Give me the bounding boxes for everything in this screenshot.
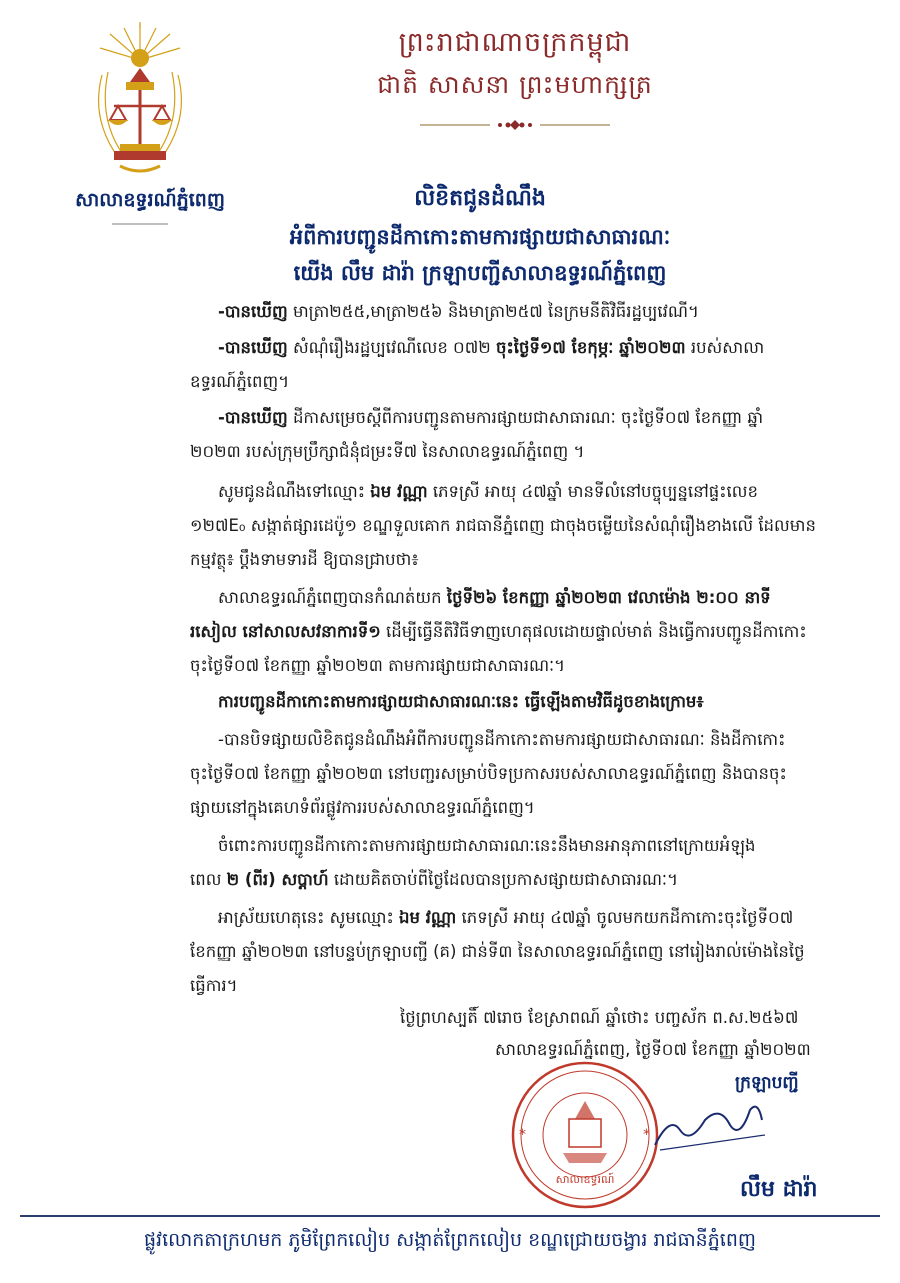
footer-address: ផ្លូវលោកតាក្រហមក ភូមិព្រែកលៀប សង្កាត់ព្រែកលៀប ខណ្ឌជ្រោយចង្វារ រាជធានីភ្នំពេញ [144, 1229, 756, 1251]
paragraph-line: ចុះថ្ងៃទី០៧ ខែកញ្ញា ឆ្នាំ២០២៣ នៅបញ្ជរសម្រាប់បិទប្រកាសរបស់សាលាឧទ្ធរណ៍ភ្នំពេញ និងបានចុះ [190, 764, 787, 783]
court-emblem-icon [80, 20, 200, 180]
footer-divider [20, 1215, 880, 1217]
kingdom-heading: ព្រះរាជាណាចក្រកម្ពុជា [398, 27, 632, 58]
paragraph-line: ១២៧E₀ សង្កាត់ផ្សារដេប៉ូ១ ខណ្ឌទួលគោក រាជធានីភ្នំពេញ ជាចុងចម្លើយនៃសំណុំរឿងខាងលើ ដែលមាន [190, 516, 816, 535]
official-stamp-icon [505, 1055, 665, 1215]
paragraph-line: -បានឃើញ មាត្រា២៥៥,មាត្រា២៥៦ និងមាត្រា២៥៧ នៃក្រមនីតិវិធីរដ្ឋប្បវេណី។ [218, 302, 699, 321]
place-date: សាលាឧទ្ធរណ៍ភ្នំពេញ, ថ្ងៃទី០៧ ខែកញ្ញា ឆ្នាំ២០២៣ [495, 1040, 811, 1059]
paragraph-line: ធ្វើការ។ [190, 976, 238, 995]
lunar-date: ថ្ងៃព្រហស្បតិ៍ ៧រោច ខែស្រាពណ៍ ឆ្នាំថោះ បញ្ចស័ក ព.ស.២៥៦៧ [400, 1008, 799, 1027]
paragraph-line: ចុះថ្ងៃទី០៧ ខែកញ្ញា ឆ្នាំ២០២៣ តាមការផ្សាយជាសាធារណៈ។ [190, 656, 566, 675]
signer-title: ក្រឡាបញ្ជី [735, 1073, 799, 1093]
paragraph-line: សាលាឧទ្ធរណ៍ភ្នំពេញបានកំណត់យក ថ្ងៃទី២៦ ខែកញ្ញា ឆ្នាំ២០២៣ វេលាម៉ោង ២:០០ នាទី [218, 588, 771, 607]
signer-name: លឹម ដារ៉ា [740, 1177, 818, 1202]
paragraph-line: ពេល ២ (ពីរ) សប្តាហ៍ ដោយគិតចាប់ពីថ្ងៃដែលបានប្រកាសផ្សាយជាសាធារណៈ។ [190, 870, 678, 889]
paragraph-line: -បានបិទផ្សាយលិខិតជូនដំណឹងអំពីការបញ្ជូនដីកាកោះតាមការផ្សាយជាសាធារណៈ និងដីកាកោះ [218, 730, 786, 749]
paragraph-line: ផ្សាយនៅក្នុងគេហទំព័រផ្លូវការរបស់សាលាឧទ្ធរណ៍ភ្នំពេញ។ [190, 798, 535, 817]
document-title: លិខិតជូនដំណឹង [414, 186, 546, 211]
svg-text:*: * [643, 1127, 650, 1143]
paragraph-line: -បានឃើញ សំណុំរឿងរដ្ឋប្បវេណីលេខ ០៧២ ចុះថ្ងៃទី១៧ ខែកុម្ភៈ ឆ្នាំ២០២៣ របស់សាលា [218, 338, 765, 357]
paragraph-line: ២០២៣ របស់ក្រុមប្រឹក្សាជំនុំជម្រះទី៧ នៃសាលាឧទ្ធរណ៍ភ្នំពេញ ។ [190, 442, 585, 461]
paragraph-line: អាស្រ័យហេតុនេះ សូមឈ្មោះ ឯម វណ្ណា ភេទស្រី អាយុ ៤៧ឆ្នាំ ចូលមកយកដីកាកោះចុះថ្ងៃទី០៧ [218, 908, 794, 927]
court-name: សាលាឧទ្ធរណ៍ភ្នំពេញ [75, 189, 225, 211]
paragraph-line: ចំពោះការបញ្ជូនដីកាកោះតាមការផ្សាយជាសាធារណៈនេះនឹងមានអានុភាពនៅក្រោយអំឡុង [218, 836, 756, 855]
motto-heading: ជាតិ សាសនា ព្រះមហាក្សត្រ [377, 70, 653, 99]
document-issuer: យើង លឹម ដារ៉ា ក្រឡាបញ្ជីសាលាឧទ្ធរណ៍ភ្នំពេញ [293, 261, 667, 285]
paragraph-line: ខែកញ្ញា ឆ្នាំ២០២៣ នៅបន្ទប់ក្រឡាបញ្ជី (គ) ជាន់ទី៣ នៃសាលាឧទ្ធរណ៍ភ្នំពេញ នៅរៀងរាល់ម៉ោងនៃថ្ងៃ [190, 942, 805, 961]
document-subject: អំពីការបញ្ជូនដីកាកោះតាមការផ្សាយជាសាធារណៈ [289, 225, 671, 249]
ornament-divider-icon [112, 220, 168, 228]
svg-text:*: * [519, 1127, 526, 1143]
paragraph-line: ឧទ្ធរណ៍ភ្នំពេញ។ [190, 372, 290, 391]
paragraph-line: រសៀល នៅសាលសវនាការទី១ ដើម្បីធ្វើនីតិវិធីទាញហេតុផលដោយផ្ទាល់មាត់ និងធ្វើការបញ្ជូនដីកាកោះ [190, 622, 807, 641]
paragraph-line: -បានឃើញ ដីកាសម្រេចស្តីពីការបញ្ជូនតាមការផ្សាយជាសាធារណៈ ចុះថ្ងៃទី០៧ ខែកញ្ញា ឆ្នាំ [218, 408, 764, 427]
paragraph-line: កម្មវត្ថុ៖ ប្តឹងទាមទារដី ឱ្យបានជ្រាបថា៖ [190, 550, 419, 569]
stamp-text: សាលាឧទ្ធរណ៍ [555, 1173, 615, 1186]
ornament-divider-icon [420, 118, 610, 132]
section-heading: ការបញ្ជូនដីកាកោះតាមការផ្សាយជាសាធារណៈនេះ ធ្វើឡើងតាមវិធីដូចខាងក្រោម៖ [218, 692, 704, 711]
paragraph-line: សូមជូនដំណឹងទៅឈ្មោះ ឯម វណ្ណា ភេទស្រី អាយុ ៤៧ឆ្នាំ មានទីលំនៅបច្ចុប្បន្ននៅផ្ទះលេខ [218, 482, 758, 501]
handwritten-signature-icon [650, 1095, 770, 1155]
